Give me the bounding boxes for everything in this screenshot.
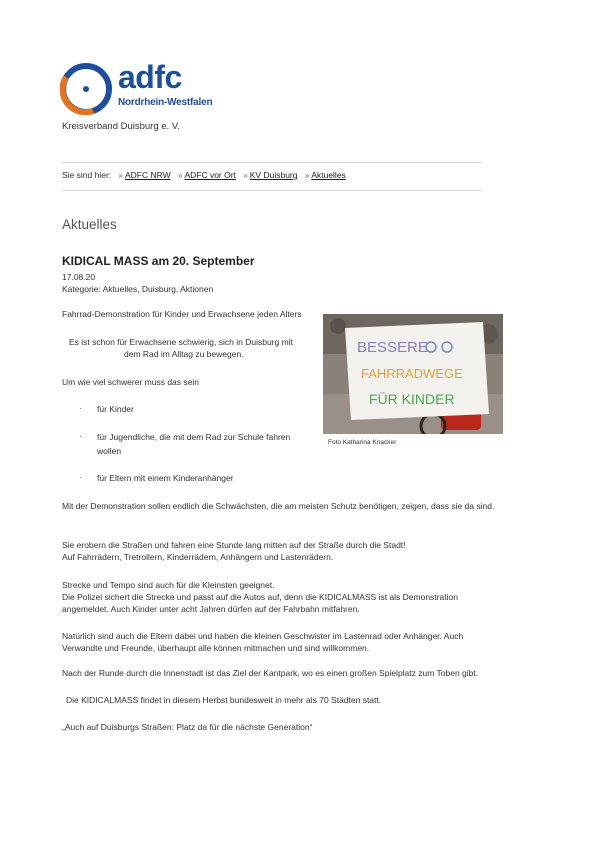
breadcrumb-separator: » <box>243 171 248 180</box>
article-quote: „Auch auf Duisburgs Straßen: Platz da für die nächste Generation“ <box>62 722 313 732</box>
article-question: Um wie viel schwerer muss das sein <box>62 377 199 387</box>
bullet-marker: · <box>79 431 82 441</box>
logo-wordmark[interactable]: adfc <box>118 59 182 95</box>
divider-bottom <box>62 190 482 191</box>
list-item: für Kinder <box>97 404 134 414</box>
article-paragraph: Strecke und Tempo sind auch für die Kleinsten geeignet. <box>62 580 275 590</box>
article-category: Kategorie: Aktuelles, Duisburg, Aktionen <box>62 284 214 294</box>
article-intro-2a: Es ist schon für Erwachsene schwierig, sich in Duisburg mit <box>69 337 293 347</box>
breadcrumb-separator: » <box>118 171 123 180</box>
breadcrumb <box>62 170 346 180</box>
list-item: für Jugendliche, die mit dem Rad zur Schule fahren wollen <box>97 432 291 456</box>
article-paragraph: Mit der Demonstration sollen endlich die Schwächsten, die am meisten Schutz benötigen, zeigen, dass sie da sind. <box>62 501 495 511</box>
article-paragraph: Nach der Runde durch die Innenstadt ist das Ziel der Kantpark, wo es einen großen Spielplatz zum Toben gibt. <box>62 668 479 678</box>
divider-top <box>62 162 482 163</box>
breadcrumb-link-kv-duisburg[interactable]: KV Duisburg <box>249 170 298 180</box>
breadcrumb-prefix: Sie sind hier: <box>62 170 112 180</box>
article-intro-2b: dem Rad im Alltag zu bewegen. <box>124 349 244 359</box>
breadcrumb-separator: » <box>178 171 183 180</box>
breadcrumb-separator: » <box>304 171 310 180</box>
section-title: Aktuelles <box>62 217 117 232</box>
photo-caption: Foto Katharina Knacker <box>328 439 397 446</box>
organization-name: Kreisverband Duisburg e. V. <box>62 121 180 132</box>
sign-text-line-2: FAHRRADWEGE <box>361 366 463 381</box>
sign-text-line-3: FÜR KINDER <box>369 391 455 407</box>
protest-sign-photo-icon <box>323 314 503 434</box>
article-title: KIDICAL MASS am 20. September <box>62 254 255 268</box>
article-photo <box>323 314 503 434</box>
breadcrumb-link-adfc-nrw[interactable]: ADFC NRW <box>124 170 171 180</box>
sign-text-line-1: BESSERE <box>357 339 428 356</box>
bullet-marker: · <box>79 403 82 413</box>
article-paragraph: Sie erobern die Straßen und fahren eine Stunde lang mitten auf der Straße durch die Stadt! <box>62 540 406 550</box>
article-paragraph: Die Polizei sichert die Strecke und passt auf die Autos auf, denn die KIDICALMASS ist als Demonstration angemeldet. Auch Kinder unter acht Jahren dürfen auf der Fahrbahn mitfahren. <box>62 592 458 614</box>
bullet-marker: · <box>79 472 82 482</box>
article-intro: Fahrrad-Demonstration für Kinder und Erwachsene jeden Alters <box>62 309 302 319</box>
article-paragraph: Die KIDICALMASS findet in diesem Herbst bundesweit in mehr als 70 Städten statt. <box>66 695 382 705</box>
list-item: für Eltern mit einem Kinderanhänger <box>97 473 234 483</box>
logo-subtitle: Nordrhein-Westfalen <box>118 97 213 108</box>
article-paragraph: Natürlich sind auch die Eltern dabei und haben die kleinen Geschwister im Lastenrad oder Anhänger. Auch Verwandte und Freunde, überhaupt alle können mitmachen und sind willkommen. <box>62 631 464 653</box>
article-date: 17.08.20 <box>62 272 96 282</box>
breadcrumb-link-aktuelles[interactable]: Aktuelles <box>311 170 346 180</box>
breadcrumb-link-adfc-vor-ort[interactable]: ADFC vor Ort <box>184 170 236 180</box>
article-paragraph: Auf Fahrrädern, Tretrollern, Kinderrädern, Anhängern und Lastenrädern. <box>62 552 334 562</box>
